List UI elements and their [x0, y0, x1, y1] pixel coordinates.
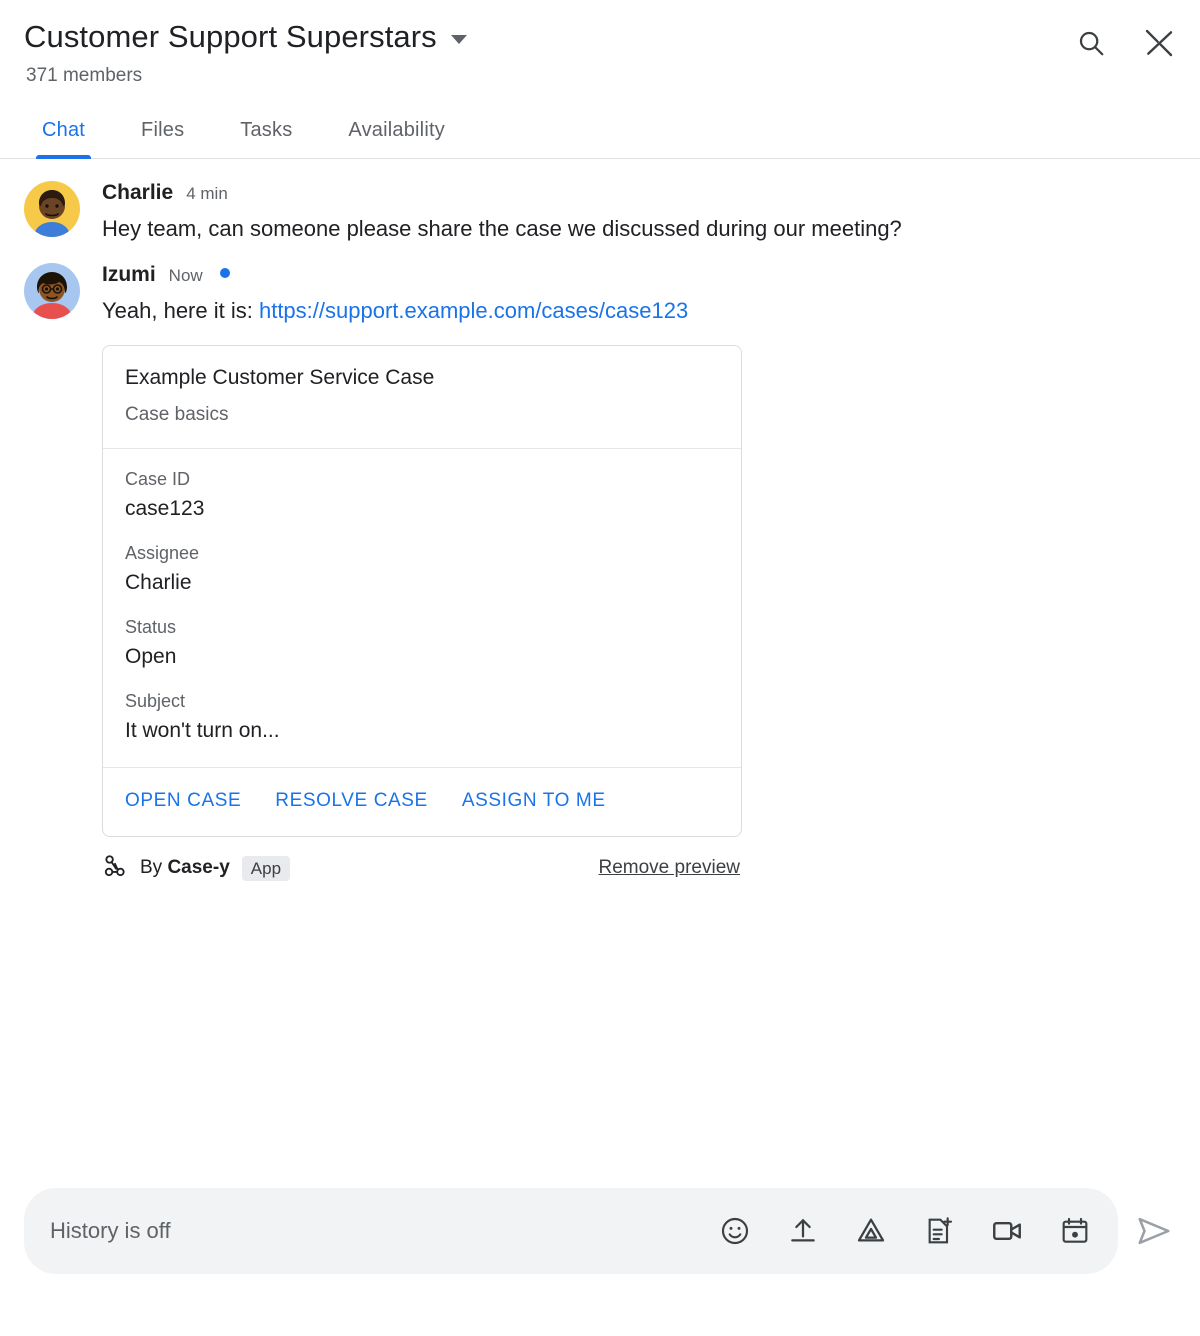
message-input[interactable]: History is off	[50, 1218, 171, 1243]
card-actions	[103, 768, 741, 836]
message-text-prefix: Yeah, here it is:	[102, 298, 259, 324]
docs-add-icon[interactable]	[922, 1214, 956, 1248]
attribution-by: By	[140, 857, 168, 879]
app-badge: App	[242, 856, 290, 881]
attribution-text	[140, 857, 230, 879]
member-count: 371 members	[26, 65, 143, 87]
room-title-row[interactable]	[24, 18, 1176, 55]
collapse-icon[interactable]	[1142, 26, 1176, 60]
webhook-icon	[102, 853, 128, 884]
message-sender: Izumi	[102, 263, 156, 287]
field-assignee	[125, 543, 719, 595]
chevron-down-icon[interactable]	[451, 35, 467, 44]
message-header	[102, 263, 1176, 287]
remove-preview-button[interactable]: Remove preview	[598, 857, 740, 879]
case-link[interactable]: https://support.example.com/cases/case123	[258, 298, 689, 324]
message-body	[102, 263, 1176, 884]
field-case-id	[125, 469, 719, 521]
message-header	[102, 181, 1176, 205]
message-list	[0, 159, 1200, 884]
open-case-button[interactable]: OPEN CASE	[125, 789, 242, 811]
card-header	[103, 346, 741, 449]
tab-availability[interactable]: Availability	[348, 119, 445, 142]
avatar[interactable]	[24, 263, 80, 319]
assign-to-me-button[interactable]: ASSIGN TO ME	[461, 789, 606, 811]
page-title: Customer Support Superstars	[24, 19, 437, 54]
field-value: Open	[125, 644, 177, 668]
message-input-container[interactable]	[24, 1188, 1118, 1274]
field-value: Charlie	[125, 570, 192, 594]
card-fields	[103, 449, 741, 768]
field-subject	[125, 691, 719, 743]
search-icon[interactable]	[1074, 26, 1108, 60]
tab-bar	[0, 109, 1200, 159]
card-attribution	[102, 853, 740, 884]
calendar-icon[interactable]	[1058, 1214, 1092, 1248]
drive-icon[interactable]	[854, 1214, 888, 1248]
field-label: Subject	[125, 690, 186, 711]
field-label: Assignee	[125, 542, 200, 563]
upload-icon[interactable]	[786, 1214, 820, 1248]
message-sender: Charlie	[102, 181, 174, 205]
field-label: Status	[125, 616, 177, 637]
card-title: Example Customer Service Case	[125, 365, 435, 389]
message-timestamp: Now	[168, 266, 203, 286]
video-meeting-icon[interactable]	[990, 1214, 1024, 1248]
attribution-app-name: Case-y	[167, 857, 230, 879]
field-value: It won't turn on...	[125, 718, 280, 742]
card-subtitle: Case basics	[125, 403, 229, 425]
composer-bar	[0, 1188, 1200, 1274]
tab-files[interactable]: Files	[141, 119, 185, 142]
field-label: Case ID	[125, 468, 191, 489]
avatar[interactable]	[24, 181, 80, 237]
send-icon[interactable]	[1132, 1209, 1176, 1253]
composer-icons	[718, 1214, 1092, 1248]
emoji-icon[interactable]	[718, 1214, 752, 1248]
message-item	[24, 263, 1176, 884]
message-item	[24, 181, 1176, 245]
resolve-case-button[interactable]: RESOLVE CASE	[275, 789, 428, 811]
case-preview-card	[102, 345, 742, 837]
unread-indicator-icon	[220, 268, 230, 278]
message-text	[102, 295, 1002, 327]
message-text: Hey team, can someone please share the case we discussed during our meeting?	[102, 216, 902, 242]
tab-tasks[interactable]: Tasks	[240, 119, 293, 142]
header-actions	[1074, 26, 1176, 60]
message-body	[102, 181, 1176, 245]
field-value: case123	[125, 496, 205, 520]
message-timestamp: 4 min	[186, 184, 228, 204]
field-status	[125, 617, 719, 669]
chat-header	[0, 0, 1200, 87]
tab-chat[interactable]: Chat	[14, 109, 113, 158]
